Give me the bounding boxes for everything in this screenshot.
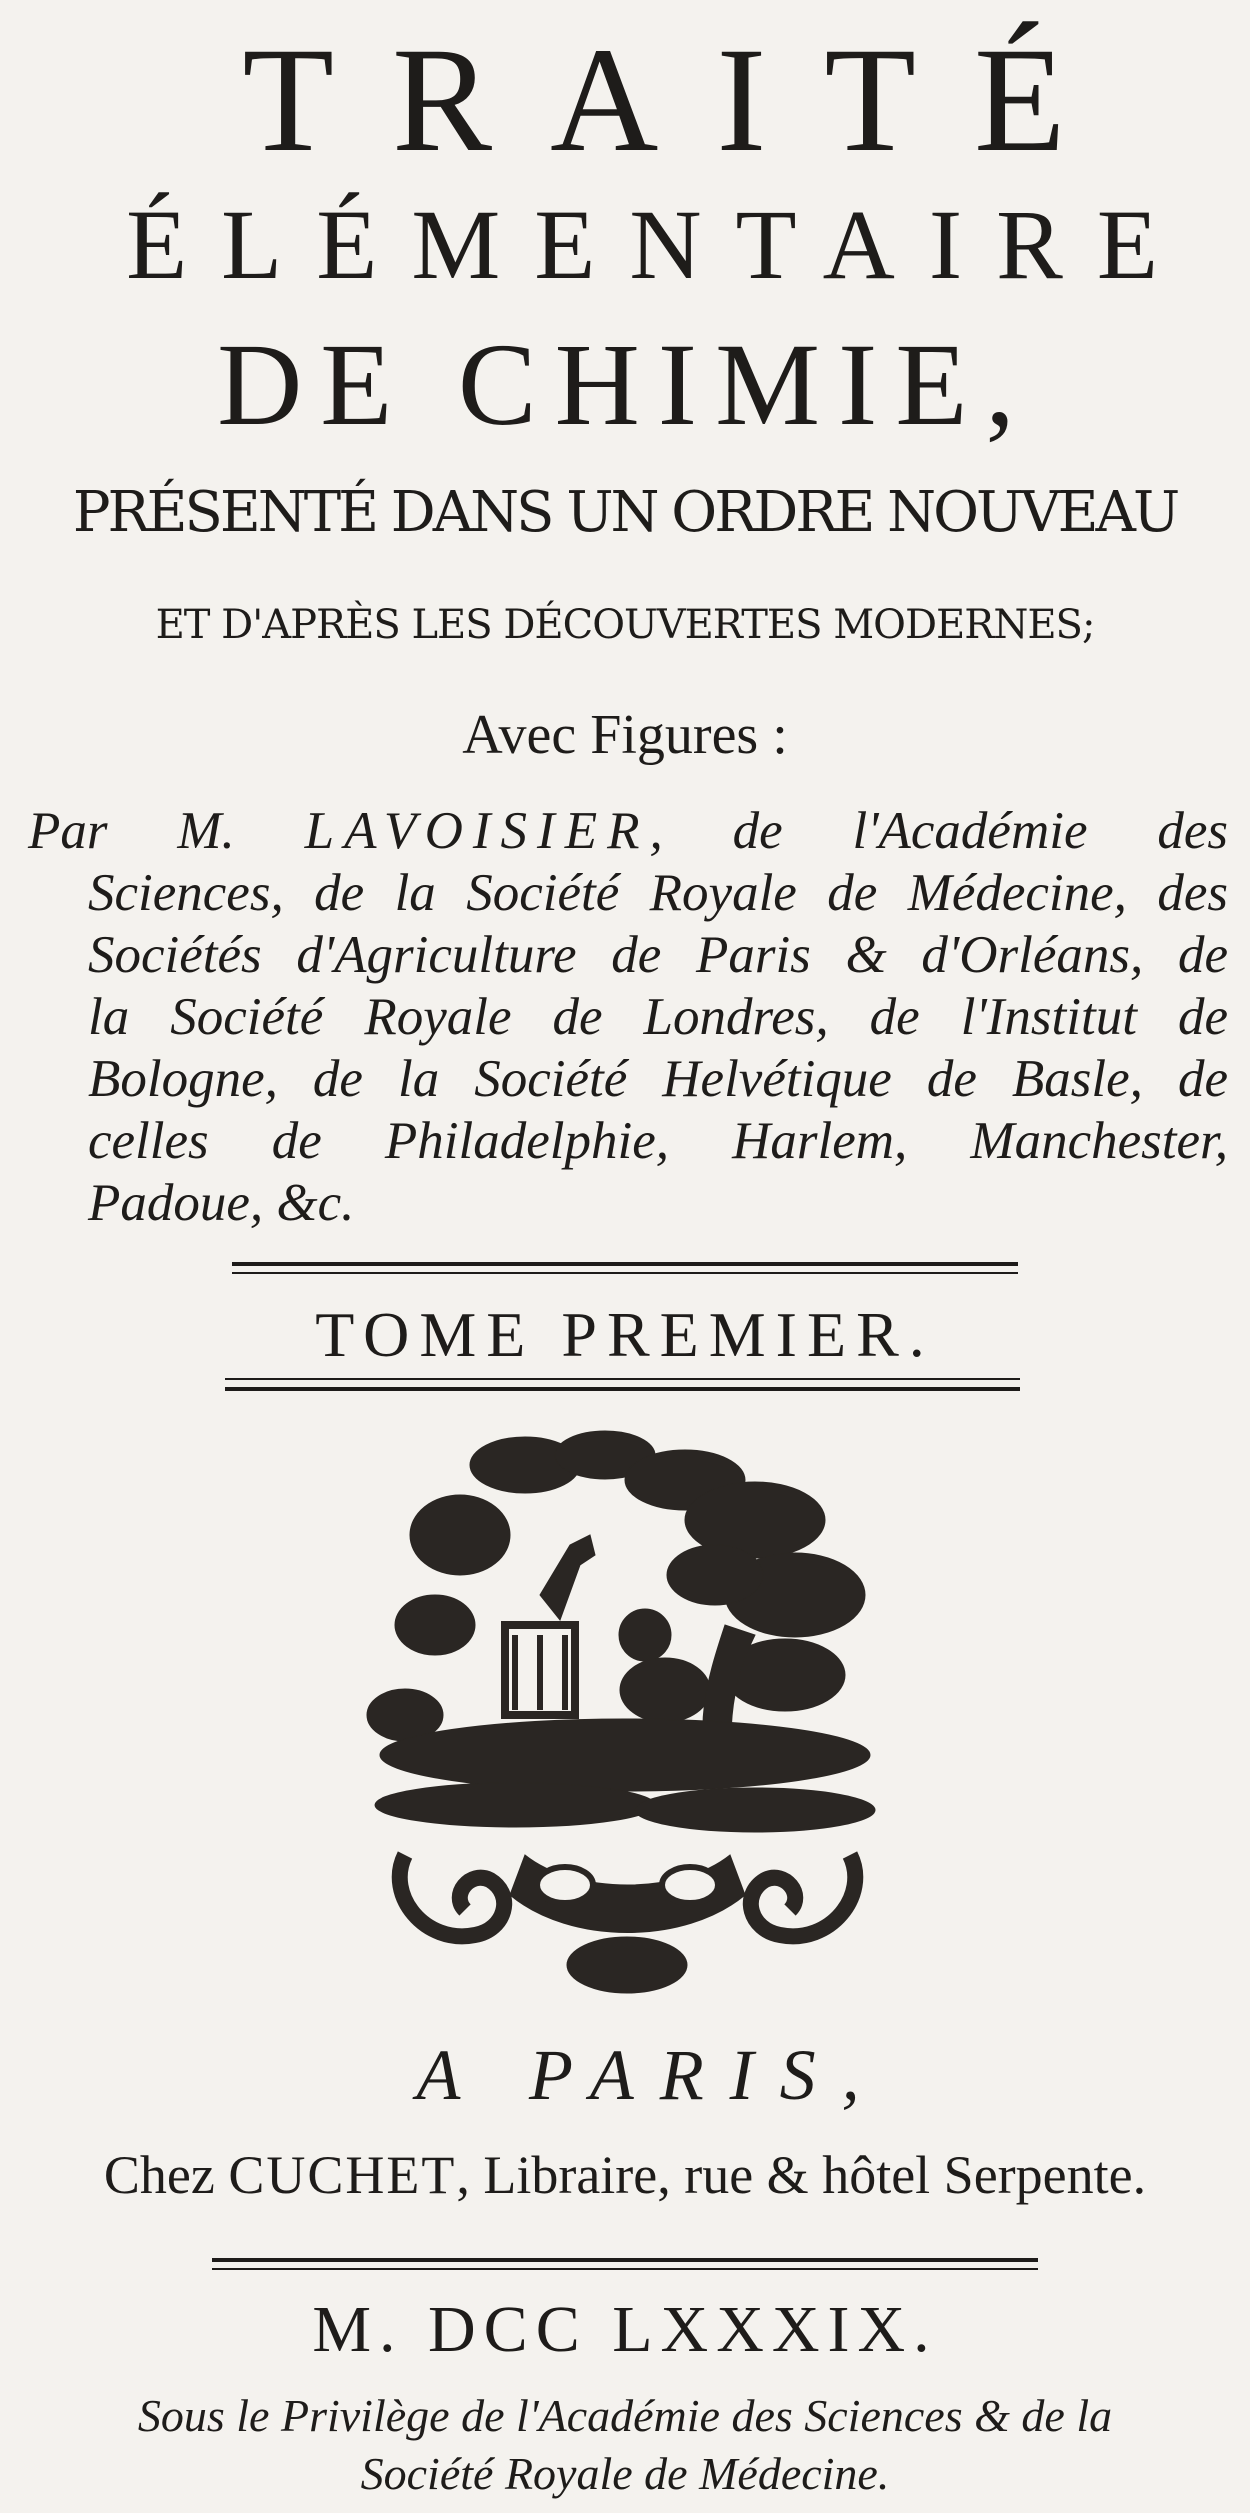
publisher-name: CUCHET — [228, 2145, 457, 2205]
rule-top-thin — [232, 1272, 1018, 1274]
author-line-3: Sociétés d'Agriculture de Paris & d'Orléans, de — [88, 926, 1228, 984]
rule-bottom-thick — [212, 2258, 1038, 2262]
privilege-line-2: Société Royale de Médecine. — [360, 2448, 890, 2499]
rule-bottom-thin — [212, 2268, 1038, 2270]
publisher-prefix: Chez — [103, 2145, 229, 2205]
title-line-3: DE CHIMIE, — [217, 319, 1033, 450]
rule-mid-thin — [225, 1378, 1020, 1380]
author-name: LAVOISIER — [304, 802, 650, 860]
author-line-2: Sciences, de la Société Royale de Médecine, des — [88, 864, 1228, 922]
privilege-line-1: Sous le Privilège de l'Académie des Sciences & de la — [137, 2390, 1113, 2441]
subtitle-line-2: ET D'APRÈS LES DÉCOUVERTES MODERNES; — [155, 602, 1095, 648]
publisher-line — [0, 2140, 1250, 2210]
figures-note: Avec Figures : — [462, 704, 788, 766]
publication-date: M. DCC LXXXIX. — [312, 2293, 938, 2366]
title-line-1: TRAITÉ — [242, 17, 1124, 183]
rule-mid-thick — [225, 1387, 1020, 1391]
publisher-address: , Libraire, rue & hôtel Serpente. — [456, 2145, 1147, 2205]
floral-vignette-icon — [365, 1425, 890, 2005]
author-line-1 — [28, 800, 1228, 862]
author-line-6: celles de Philadelphie, Harlem, Manchester, — [88, 1112, 1228, 1170]
imprint-place: A PARIS, — [416, 2035, 886, 2115]
author-line-5: Bologne, de la Société Helvétique de Basle, de — [88, 1050, 1228, 1108]
author-prefix: Par M. — [28, 802, 305, 860]
title-line-2: ÉLÉMENTAIRE — [126, 189, 1192, 300]
author-block — [28, 800, 1228, 1234]
author-affiliation: , de l'Académie des — [649, 802, 1228, 860]
author-line-7: Padoue, &c. — [88, 1174, 355, 1232]
author-line-4: la Société Royale de Londres, de l'Institut de — [88, 988, 1228, 1046]
subtitle-line-1: PRÉSENTÉ DANS UN ORDRE NOUVEAU — [72, 480, 1178, 545]
volume-label: TOME PREMIER. — [315, 1299, 935, 1370]
rule-top-thick — [232, 1262, 1018, 1266]
